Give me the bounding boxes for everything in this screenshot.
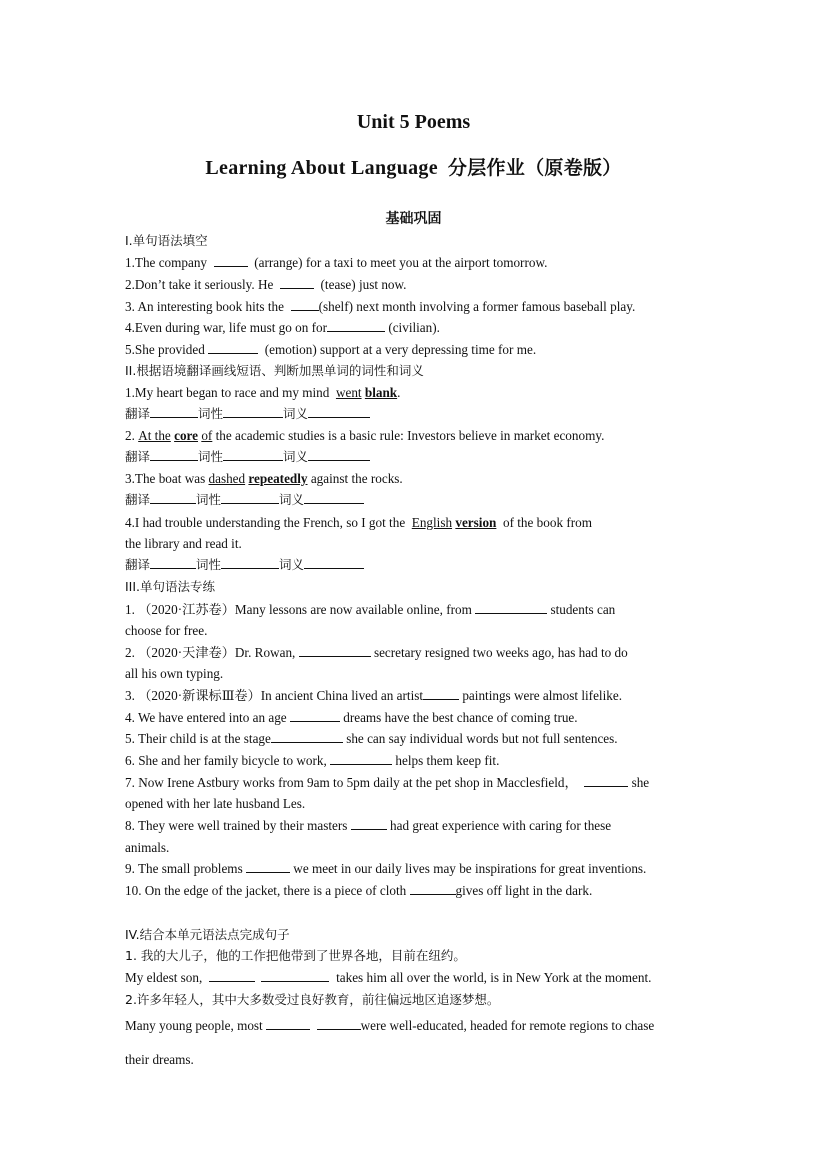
subtitle-english: Learning About Language: [205, 157, 438, 179]
answer-blank[interactable]: [221, 491, 279, 504]
s1-question-3: 3. An interesting book hits the (shelf) next month involving a former famous baseball play.: [125, 299, 636, 314]
answer-blank[interactable]: [223, 448, 283, 461]
answer-blank[interactable]: [291, 298, 319, 311]
answer-blank[interactable]: [150, 491, 196, 504]
answer-blank[interactable]: [423, 687, 459, 700]
section-2-heading: II.根据语境翻译画线短语、判断加黑单词的词性和词义: [125, 363, 424, 378]
s3-question-7: 7. Now Irene Astbury works from 9am to 5pm daily at the pet shop in Macclesfield， she: [125, 775, 650, 790]
answer-blank[interactable]: [299, 644, 371, 657]
answer-blank[interactable]: [584, 774, 628, 787]
s3-question-9: 9. The small problems we meet in our daily lives may be inspirations for great inventions.: [125, 861, 647, 876]
answer-blank[interactable]: [308, 448, 370, 461]
s2-answer-row-2: 翻译 词性 词义: [125, 446, 705, 467]
s3-question-8-cont: animals.: [125, 840, 170, 855]
s4-question-2-chinese: 2.许多年轻人，其中大多数受过良好教育，前往偏远地区追逐梦想。: [125, 992, 500, 1007]
answer-blank[interactable]: [327, 319, 385, 332]
answer-blank[interactable]: [351, 817, 387, 830]
section-4-heading: IV.结合本单元语法点完成句子: [125, 927, 290, 942]
answer-blank[interactable]: [271, 730, 343, 743]
s2-question-4-cont: the library and read it.: [125, 536, 242, 551]
s3-question-2: 2. （2020·天津卷）Dr. Rowan, secretary resigned two weeks ago, has had to do: [125, 645, 628, 660]
answer-blank[interactable]: [221, 556, 279, 569]
page-subtitle: [0, 153, 827, 180]
answer-blank[interactable]: [410, 882, 456, 895]
answer-blank[interactable]: [150, 556, 196, 569]
s4-question-1: My eldest son, takes him all over the world, is in New York at the moment.: [125, 970, 652, 985]
section-1-heading: I.单句语法填空: [125, 233, 208, 248]
s2-answer-row-4: 翻译 词性 词义: [125, 554, 705, 575]
answer-blank[interactable]: [261, 969, 329, 982]
s2-question-3: 3.The boat was dashed repeatedly against the rocks.: [125, 471, 403, 486]
s1-question-2: 2.Don’t take it seriously. He (tease) just now.: [125, 277, 407, 292]
answer-blank[interactable]: [330, 752, 392, 765]
s3-question-2-cont: all his own typing.: [125, 666, 224, 681]
s2-answer-row-1: 翻译 词性 词义: [125, 403, 705, 424]
answer-blank[interactable]: [290, 709, 340, 722]
answer-blank[interactable]: [214, 254, 248, 267]
page-title: Unit 5 Poems: [356, 111, 471, 133]
s1-question-4: 4.Even during war, life must go on for (civilian).: [125, 320, 440, 335]
s3-question-1: 1. （2020·江苏卷）Many lessons are now available online, from students can: [125, 602, 616, 617]
answer-blank[interactable]: [150, 405, 198, 418]
answer-blank[interactable]: [266, 1017, 310, 1030]
answer-blank[interactable]: [280, 276, 314, 289]
s3-question-1-cont: choose for free.: [125, 623, 208, 638]
answer-blank[interactable]: [208, 341, 258, 354]
s2-answer-row-3: 翻译 词性 词义: [125, 489, 705, 510]
answer-blank[interactable]: [223, 405, 283, 418]
section-3-heading: III.单句语法专练: [125, 579, 216, 594]
answer-blank[interactable]: [209, 969, 255, 982]
s3-question-8: 8. They were well trained by their masters had great experience with caring for these: [125, 818, 612, 833]
s3-question-10: 10. On the edge of the jacket, there is a piece of cloth gives off light in the dark.: [125, 883, 593, 898]
s1-question-5: 5.She provided (emotion) support at a very depressing time for me.: [125, 342, 537, 357]
s4-question-2-cont: their dreams.: [125, 1052, 194, 1067]
answer-blank[interactable]: [308, 405, 370, 418]
s4-question-1-chinese: 1. 我的大儿子，他的工作把他带到了世界各地，目前在纽约。: [125, 948, 466, 963]
s3-question-4: 4. We have entered into an age dreams have the best chance of coming true.: [125, 710, 578, 725]
s2-question-1: 1.My heart began to race and my mind went blank.: [125, 385, 401, 400]
s2-question-4: 4.I had trouble understanding the French, so I got the English version of the book from: [125, 515, 592, 530]
answer-blank[interactable]: [317, 1017, 361, 1030]
s1-question-1: 1.The company (arrange) for a taxi to meet you at the airport tomorrow.: [125, 255, 548, 270]
subtitle-chinese: 分层作业（原卷版）: [447, 157, 622, 179]
s3-question-5: 5. Their child is at the stage she can say individual words but not full sentences.: [125, 731, 618, 746]
s3-question-6: 6. She and her family bicycle to work, helps them keep fit.: [125, 753, 500, 768]
s4-question-2: Many young people, most were well-educated, headed for remote regions to chase: [125, 1018, 655, 1033]
answer-blank[interactable]: [150, 448, 198, 461]
s3-question-7-cont: opened with her late husband Les.: [125, 796, 306, 811]
answer-blank[interactable]: [475, 601, 547, 614]
s2-question-2: 2. At the core of the academic studies is a basic rule: Investors believe in market economy.: [125, 428, 605, 443]
answer-blank[interactable]: [304, 491, 364, 504]
s3-question-3: 3. （2020·新课标Ⅲ卷）In ancient China lived an artist paintings were almost lifelike.: [125, 688, 623, 703]
section-heading: 基础巩固: [385, 211, 442, 227]
answer-blank[interactable]: [246, 860, 290, 873]
answer-blank[interactable]: [304, 556, 364, 569]
